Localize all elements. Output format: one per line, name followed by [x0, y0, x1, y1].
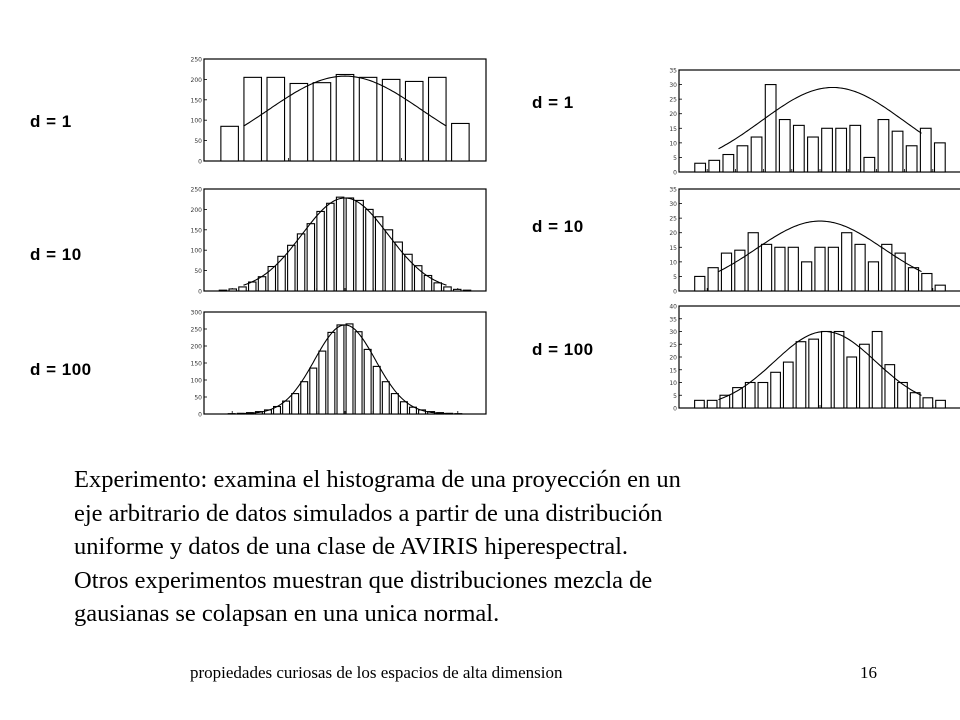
histogram-bar	[267, 77, 285, 161]
y-tick-label: 200	[190, 206, 202, 214]
histogram-bar	[446, 413, 453, 414]
histogram-bar	[337, 325, 344, 414]
y-tick-label: 25	[669, 96, 677, 104]
histogram-bar	[283, 401, 290, 414]
histogram-bar	[239, 287, 246, 291]
histogram-bar	[382, 79, 400, 161]
histogram-bar	[405, 81, 423, 161]
histogram-bar	[444, 287, 451, 291]
histogram-bar	[319, 351, 326, 414]
label-left-d10: d = 10	[30, 245, 82, 264]
histogram-bar	[229, 289, 236, 291]
histogram-bar	[708, 268, 718, 291]
histogram-bar	[695, 163, 706, 172]
histogram-bar	[808, 137, 819, 172]
histogram-bar	[328, 332, 335, 414]
label-right-d100: d = 100	[532, 340, 594, 359]
y-tick-label: 30	[669, 201, 677, 209]
y-tick-label: 0	[673, 169, 677, 177]
y-tick-label: 0	[198, 158, 202, 166]
histogram-bar	[895, 253, 905, 291]
histogram-bar	[292, 394, 299, 414]
histogram-bar	[779, 120, 790, 172]
histogram-bar	[910, 393, 920, 408]
y-tick-label: 40	[669, 303, 677, 311]
histogram-bar	[908, 268, 918, 291]
y-tick-label: 0	[673, 288, 677, 296]
histogram-bar	[327, 203, 334, 291]
histogram-bar	[788, 247, 798, 291]
caption-line: gausianas se colapsan en una unica normal.	[74, 600, 500, 627]
histogram-bar	[923, 398, 933, 408]
histogram-bar	[793, 125, 804, 172]
histogram-bar	[709, 160, 720, 172]
gaussian-fit-curve	[719, 88, 922, 149]
y-tick-label: 10	[669, 380, 677, 387]
histogram-svg	[180, 185, 490, 303]
histogram-bar	[920, 128, 931, 172]
histogram-bar	[922, 274, 932, 291]
histogram-bar	[735, 250, 745, 291]
y-tick-label: 15	[669, 244, 677, 252]
histogram-bar	[834, 332, 844, 409]
y-tick-label: 25	[669, 341, 677, 349]
histogram-bar	[748, 233, 758, 291]
y-tick-label: 100	[190, 377, 202, 385]
histogram-bar	[244, 77, 262, 161]
histogram-svg	[655, 66, 960, 184]
histogram-svg	[655, 302, 960, 420]
y-tick-label: 5	[673, 273, 677, 281]
y-tick-label: 50	[194, 268, 202, 276]
histogram-bar	[695, 276, 705, 291]
label-right-d1: d = 1	[532, 93, 574, 112]
y-tick-label: 50	[194, 138, 202, 146]
y-tick-label: 300	[190, 309, 202, 317]
y-tick-label: 20	[669, 354, 677, 362]
y-tick-label: 25	[669, 215, 677, 223]
y-tick-label: 15	[669, 125, 677, 133]
y-tick-label: 20	[669, 230, 677, 238]
histogram-bar	[737, 146, 748, 172]
histogram-bar	[463, 290, 470, 291]
histogram-bar	[391, 394, 398, 414]
histogram-bar	[761, 244, 771, 291]
histogram-bar	[366, 209, 373, 291]
histogram-svg	[655, 185, 960, 303]
y-tick-label: 10	[669, 140, 677, 148]
y-tick-label: 250	[190, 56, 202, 64]
y-tick-label: 0	[198, 411, 202, 419]
histogram-aviris-d100	[655, 302, 960, 420]
y-tick-label: 10	[669, 259, 677, 267]
histogram-aviris-d10	[655, 185, 960, 303]
histogram-bar	[936, 400, 946, 408]
histogram-bar	[868, 262, 878, 291]
y-tick-label: 150	[190, 97, 202, 105]
y-tick-label: 5	[673, 154, 677, 162]
histogram-bar	[356, 200, 363, 291]
y-tick-label: 0	[198, 288, 202, 296]
histogram-bar	[219, 290, 226, 291]
y-tick-label: 100	[190, 117, 202, 125]
histogram-bar	[301, 382, 308, 414]
gaussian-fit-curve	[244, 325, 447, 414]
y-tick-label: 30	[669, 329, 677, 336]
y-tick-label: 250	[190, 326, 202, 334]
histogram-bar	[864, 157, 875, 172]
histogram-bar	[934, 143, 945, 172]
y-tick-label: 35	[669, 186, 677, 194]
histogram-bar	[906, 146, 917, 172]
plot-frame	[204, 189, 486, 291]
histogram-bar	[375, 217, 382, 291]
histogram-bar	[822, 128, 833, 172]
y-tick-label: 200	[190, 343, 202, 351]
histogram-bar	[258, 277, 265, 291]
histogram-bar	[400, 402, 407, 414]
histogram-bar	[454, 289, 461, 291]
histogram-bar	[434, 283, 441, 291]
histogram-bar	[847, 357, 857, 408]
y-tick-label: 150	[190, 360, 202, 368]
histogram-bar	[815, 247, 825, 291]
histogram-bar	[382, 382, 389, 414]
histogram-bar	[237, 413, 244, 414]
histogram-bar	[765, 85, 776, 172]
histogram-aviris-d1	[655, 66, 960, 184]
histogram-bar	[723, 155, 734, 172]
plot-frame	[679, 70, 960, 172]
label-left-d1: d = 1	[30, 112, 72, 131]
histogram-svg	[180, 308, 490, 426]
histogram-bar	[336, 197, 343, 291]
histogram-uniform-d100	[180, 308, 490, 426]
histogram-bar	[771, 372, 781, 408]
histogram-bar	[707, 400, 717, 408]
footer-title: propiedades curiosas de los espacios de alta dimension	[190, 663, 563, 682]
histogram-bar	[313, 83, 331, 161]
y-tick-label: 250	[190, 186, 202, 194]
label-right-d10: d = 10	[532, 217, 584, 236]
histogram-svg	[180, 55, 490, 173]
histogram-bar	[297, 234, 304, 291]
histogram-bar	[307, 224, 314, 291]
histogram-bar	[695, 400, 705, 408]
histogram-bar	[355, 332, 362, 414]
histogram-bar	[809, 339, 819, 408]
histogram-bar	[317, 211, 324, 291]
caption-text	[74, 463, 894, 631]
histogram-bar	[373, 366, 380, 414]
histogram-bar	[802, 262, 812, 291]
page-number: 16	[860, 663, 877, 682]
histogram-bar	[775, 247, 785, 291]
histogram-bar	[850, 125, 861, 172]
histogram-bar	[878, 120, 889, 172]
histogram-bar	[892, 131, 903, 172]
y-tick-label: 20	[669, 111, 677, 119]
histogram-bar	[751, 137, 762, 172]
histogram-bar	[346, 198, 353, 291]
y-tick-label: 150	[190, 227, 202, 235]
histogram-uniform-d10	[180, 185, 490, 303]
caption-line: Otros experimentos muestran que distribuciones mezcla de	[74, 566, 653, 594]
y-tick-label: 200	[190, 76, 202, 84]
caption-line: eje arbitrario de datos simulados a partir de una distribución	[74, 499, 663, 527]
y-tick-label: 50	[194, 394, 202, 402]
histogram-bar	[935, 285, 945, 291]
histogram-bar	[828, 247, 838, 291]
y-tick-label: 35	[669, 316, 677, 324]
y-tick-label: 35	[669, 67, 677, 75]
plot-frame	[204, 312, 486, 414]
histogram-bar	[836, 128, 847, 172]
histogram-bar	[290, 83, 308, 161]
y-tick-label: 30	[669, 82, 677, 90]
y-tick-label: 0	[673, 405, 677, 413]
caption-line: Experimento: examina el histograma de una proyección en un	[74, 466, 681, 493]
histogram-bar	[364, 349, 371, 414]
histogram-bar	[429, 77, 447, 161]
histogram-bar	[796, 342, 806, 408]
caption-line: uniforme y datos de una clase de AVIRIS hiperespectral.	[74, 533, 629, 560]
histogram-bar	[842, 233, 852, 291]
histogram-bar	[268, 267, 275, 291]
histogram-bar	[336, 75, 354, 161]
y-tick-label: 15	[669, 367, 677, 375]
histogram-bar	[758, 383, 768, 409]
histogram-bar	[745, 383, 755, 409]
histogram-bar	[310, 368, 317, 414]
histogram-bar	[452, 123, 470, 161]
y-tick-label: 5	[673, 392, 677, 400]
histogram-bar	[855, 244, 865, 291]
histogram-bar	[822, 332, 832, 409]
histogram-bar	[346, 324, 353, 414]
histogram-bar	[872, 332, 882, 409]
y-tick-label: 100	[190, 247, 202, 255]
histogram-bar	[359, 77, 377, 161]
histogram-bar	[221, 126, 239, 161]
label-left-d100: d = 100	[30, 360, 92, 379]
histogram-bar	[721, 253, 731, 291]
histogram-bar	[395, 242, 402, 291]
histogram-bar	[783, 362, 793, 408]
histogram-uniform-d1	[180, 55, 490, 173]
